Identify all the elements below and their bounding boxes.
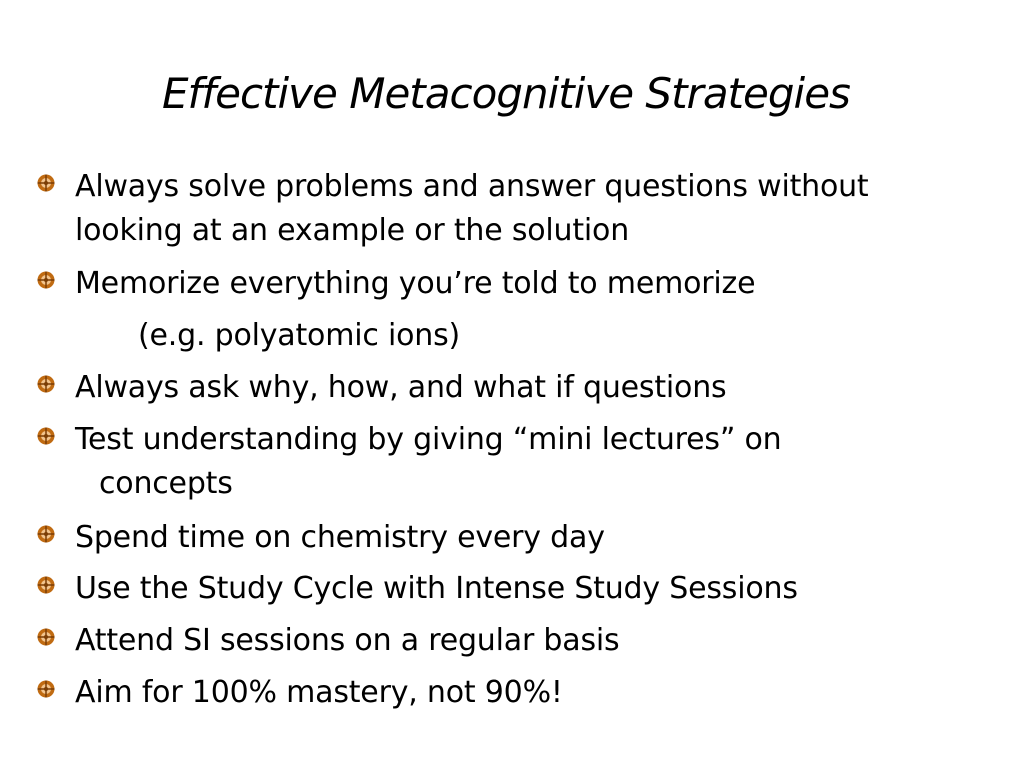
compass-bullet-icon [36, 575, 56, 595]
bullet-item [36, 262, 1016, 306]
compass-bullet-icon [36, 524, 56, 544]
bullet-item [36, 418, 1016, 506]
bullet-text: Use the Study Cycle with Intense Study Sessions [75, 571, 798, 606]
bullet-item [36, 165, 1016, 253]
bullet-text: Test understanding by giving “mini lectures” on [75, 422, 782, 457]
bullet-text: Aim for 100% mastery, not 90%! [75, 675, 563, 710]
compass-bullet-icon [36, 627, 56, 647]
bullet-item [36, 567, 1016, 611]
compass-bullet-icon [36, 374, 56, 394]
bullet-item [36, 671, 1016, 715]
bullet-item [36, 619, 1016, 663]
compass-bullet-icon [36, 173, 56, 193]
slide-title: Effective Metacognitive Strategies [162, 69, 850, 118]
compass-bullet-icon [36, 426, 56, 446]
bullet-subline: (e.g. polyatomic ions) [138, 318, 461, 353]
bullet-text-continued: looking at an example or the solution [75, 213, 630, 248]
bullet-text: Memorize everything you’re told to memorize [75, 266, 756, 301]
bullet-text: Attend SI sessions on a regular basis [75, 623, 620, 658]
compass-bullet-icon [36, 679, 56, 699]
bullet-text-continued: concepts [99, 466, 233, 501]
bullet-item [36, 516, 1016, 560]
bullet-text: Always solve problems and answer questions without [75, 169, 869, 204]
bullet-item [36, 366, 1016, 410]
compass-bullet-icon [36, 270, 56, 290]
bullet-text: Always ask why, how, and what if questions [75, 370, 727, 405]
bullet-text: Spend time on chemistry every day [75, 520, 605, 555]
